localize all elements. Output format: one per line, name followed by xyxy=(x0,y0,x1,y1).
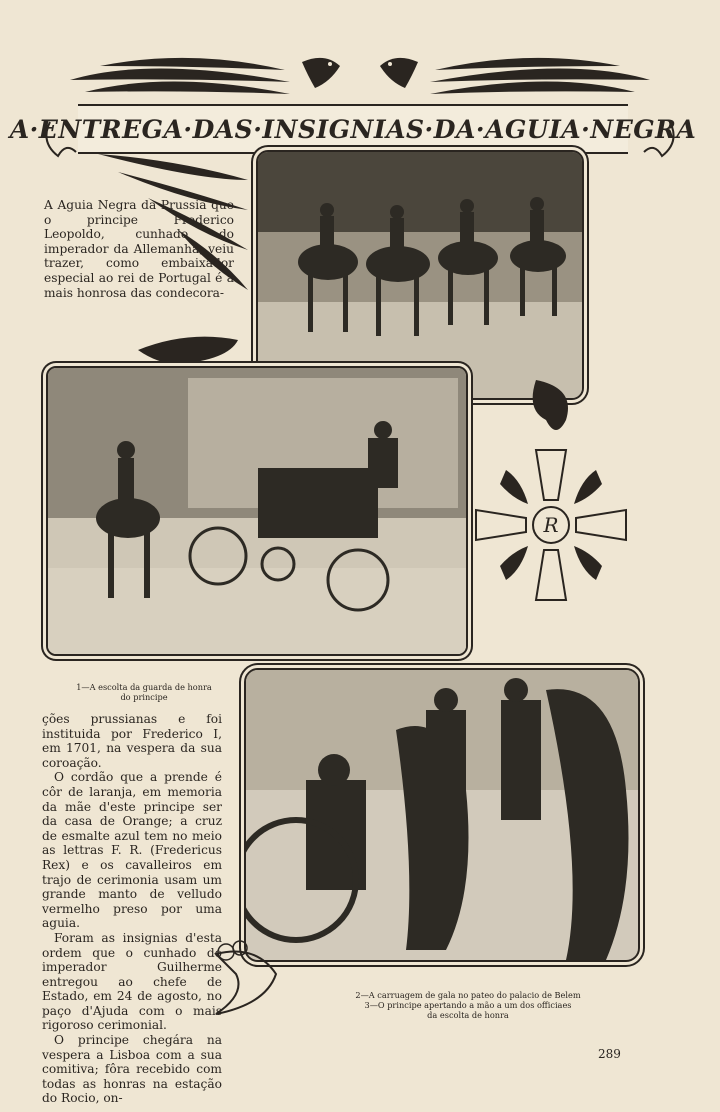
intro-text xyxy=(44,198,234,300)
body-paragraph: ções prussianas e foi instituida por Frederico I, em 1701, na vespera da sua coroação. xyxy=(42,712,222,770)
caption-photo-1 xyxy=(44,682,244,702)
page-number: 289 xyxy=(598,1047,621,1061)
black-eagle-cross-insignia xyxy=(466,380,636,620)
caption-photo-1-line1: 1—A escolta da guarda de honra xyxy=(76,682,212,692)
caption-photo-3: 3—O principe apertando a mão a um dos officiaes xyxy=(364,1000,572,1010)
body-paragraph: Foram as insignias d'esta ordem que o cunhado do imperador Guilherme entregou ao chefe de Estado, em 24 de agosto, no paço d'Ajuda com o mais rigoroso cerimonial. xyxy=(42,930,222,1033)
caption-photo-3-cont: da escolta de honra xyxy=(427,1010,509,1020)
title-banner xyxy=(9,104,697,154)
photo-escort-guard xyxy=(256,150,584,400)
caption-photo-1-line2: do principe xyxy=(120,692,168,702)
photo-gala-carriage-image xyxy=(48,368,466,654)
body-paragraph: O cordão que a prende é côr de laranja, em memoria da mãe d'este principe ser da casa de Orange; a cruz de esmalte azul tem no meio as lettras F. R. (Fredericus Rex) e os cavalleiros em trajo de cerimonia usam um grande manto de velludo vermelho preso por uma aguia. xyxy=(42,770,222,931)
page-title: A·ENTREGA·DAS·INSIGNIAS·DA·AGUIA·NEGRA xyxy=(9,114,697,144)
intro-paragraph: A Aguia Negra da Prussia que o principe Frederico Leopoldo, cunhado do imperador da Allemanha, veiu trazer, como embaixador especial ao rei de Portugal é a mais honrosa das condecora- xyxy=(44,198,234,300)
cornucopia-ornament xyxy=(196,934,296,1024)
body-paragraph: O principe chegára na vespera a Lisboa com a sua comitiva; fôra recebido com todas as honras na estação do Rocio, on- xyxy=(42,1033,222,1106)
photo-prince-handshake xyxy=(244,668,640,962)
photo-escort-guard-image xyxy=(258,152,582,398)
caption-photo-2: 2—A carruagem de gala no pateo do palacio de Belem xyxy=(355,990,581,1000)
cross-monogram: R xyxy=(543,513,559,537)
caption-photos-2-3 xyxy=(326,990,610,1020)
body-text xyxy=(42,712,222,1106)
photo-gala-carriage xyxy=(46,366,468,656)
photo-prince-handshake-image xyxy=(246,670,638,960)
